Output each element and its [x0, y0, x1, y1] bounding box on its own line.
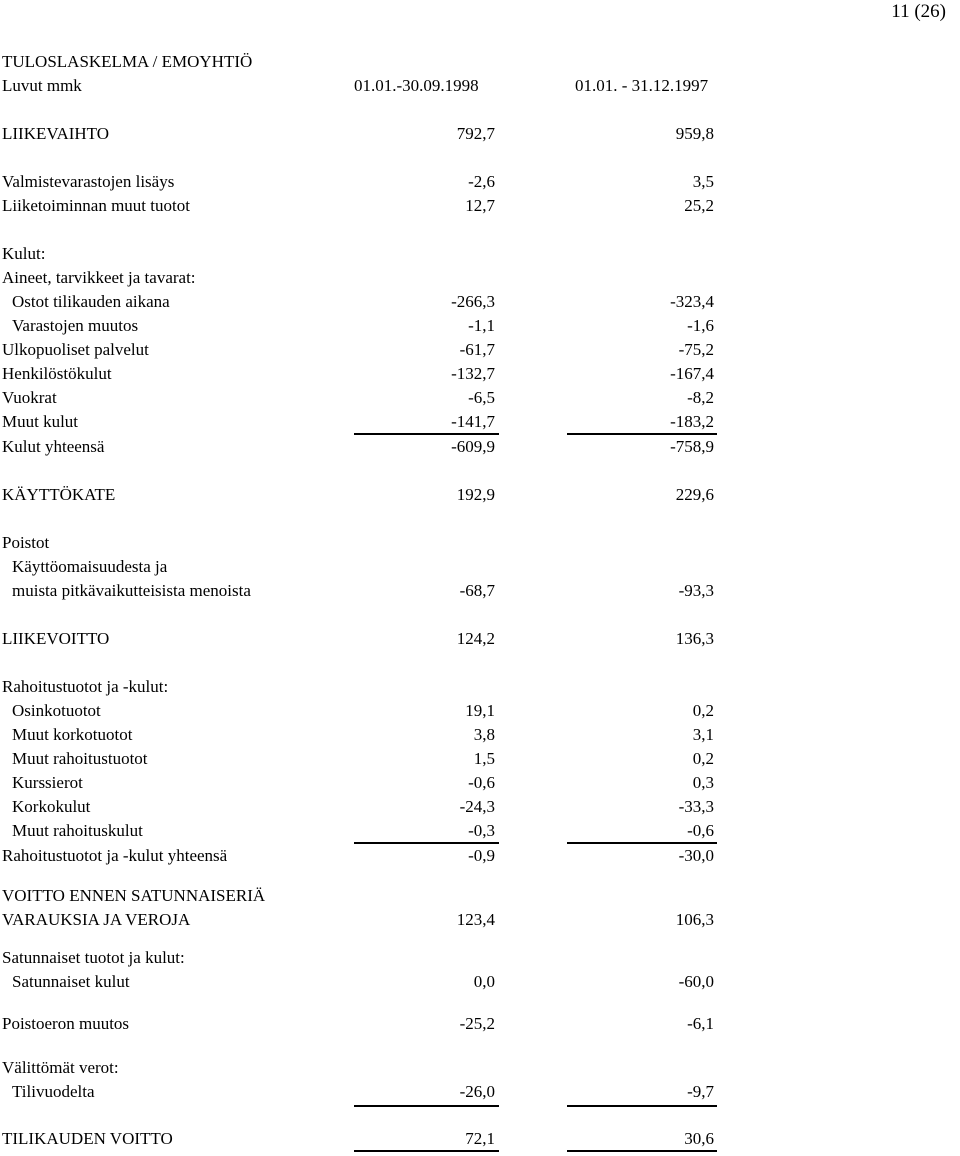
row-value-1998: -266,3 [451, 292, 495, 311]
row-label-liikevaihto: LIIKEVAIHTO [2, 124, 110, 143]
row-label-kayttokate: KÄYTTÖKATE [2, 485, 116, 504]
row-label-liikevoitto: LIIKEVOITTO [2, 629, 110, 648]
subtotal-rule [354, 1105, 499, 1107]
row-value-1997: 136,3 [675, 629, 714, 648]
row-value-1998: 124,2 [456, 629, 495, 648]
row-value-1998: -141,7 [451, 412, 495, 431]
row-label-kurssierot: Kurssierot [12, 773, 83, 792]
subtotal-rule [567, 1105, 717, 1107]
section-heading-rahoitus: Rahoitustuotot ja -kulut: [2, 677, 169, 696]
row-value-1997: 30,6 [684, 1129, 714, 1148]
row-value-1998: -132,7 [451, 364, 495, 383]
row-value-1997: -93,3 [678, 581, 714, 600]
row-value-1998: -1,1 [468, 316, 495, 335]
row-value-1998: -68,7 [459, 581, 495, 600]
row-value-1998: 19,1 [465, 701, 495, 720]
section-heading-aineet: Aineet, tarvikkeet ja tavarat: [2, 268, 196, 287]
row-value-1998: -6,5 [468, 388, 495, 407]
section-heading-verot: Välittömät verot: [2, 1058, 119, 1077]
row-label-kayttoomaisuudesta: Käyttöomaisuudesta ja [12, 557, 168, 576]
row-value-1998: 0,0 [473, 972, 495, 991]
row-label-muut-tuotot: Liiketoiminnan muut tuotot [2, 196, 190, 215]
row-label-korkokulut: Korkokulut [12, 797, 91, 816]
row-value-1997: -75,2 [678, 340, 714, 359]
row-value-1997: 959,8 [675, 124, 714, 143]
row-value-1998: 1,5 [473, 749, 495, 768]
row-label-henkilostokulut: Henkilöstökulut [2, 364, 112, 383]
row-value-1998: -0,3 [468, 821, 495, 840]
row-label-rahoitus-yhteensa: Rahoitustuotot ja -kulut yhteensä [2, 846, 228, 865]
subtotal-rule [354, 842, 499, 844]
row-value-1998: 3,8 [473, 725, 495, 744]
total-rule [567, 1150, 717, 1152]
row-value-1998: 192,9 [456, 485, 495, 504]
statement-title: TULOSLASKELMA / EMOYHTIÖ [2, 52, 253, 71]
subtotal-rule [354, 433, 499, 435]
period1-header: 01.01.-30.09.1998 [354, 76, 479, 95]
row-label-ostot: Ostot tilikauden aikana [12, 292, 170, 311]
row-label-voitto-ennen-line2: VARAUKSIA JA VEROJA [2, 910, 191, 929]
row-value-1997: 25,2 [684, 196, 714, 215]
row-value-1997: 229,6 [675, 485, 714, 504]
row-value-1998: -61,7 [459, 340, 495, 359]
row-label-voitto-ennen-line1: VOITTO ENNEN SATUNNAISERIÄ [2, 886, 266, 905]
section-heading-kulut: Kulut: [2, 244, 46, 263]
row-label-korkotuotot: Muut korkotuotot [12, 725, 133, 744]
row-label-vuokrat: Vuokrat [2, 388, 57, 407]
row-value-1997: -323,4 [670, 292, 714, 311]
units-label: Luvut mmk [2, 76, 82, 95]
row-label-poistoero: Poistoeron muutos [2, 1014, 130, 1033]
row-label-muut-kulut: Muut kulut [2, 412, 79, 431]
row-label-pitkavaikutteisista: muista pitkävaikutteisista menoista [12, 581, 251, 600]
subtotal-rule [567, 842, 717, 844]
row-value-1997: 0,3 [692, 773, 714, 792]
row-label-satunnaiset-kulut: Satunnaiset kulut [12, 972, 130, 991]
row-value-1998: -2,6 [468, 172, 495, 191]
row-value-1997: -33,3 [678, 797, 714, 816]
row-value-1998: -26,0 [459, 1082, 495, 1101]
row-value-1997: -60,0 [678, 972, 714, 991]
row-value-1998: -24,3 [459, 797, 495, 816]
row-value-1997: -8,2 [687, 388, 714, 407]
section-heading-poistot: Poistot [2, 533, 50, 552]
row-value-1998: 72,1 [465, 1129, 495, 1148]
row-label-valmistevarastojen: Valmistevarastojen lisäys [2, 172, 175, 191]
row-value-1997: -0,6 [687, 821, 714, 840]
row-value-1997: -30,0 [678, 846, 714, 865]
row-value-1997: -183,2 [670, 412, 714, 431]
row-value-1998: -609,9 [451, 437, 495, 456]
row-value-1997: -6,1 [687, 1014, 714, 1033]
row-value-1997: 3,5 [692, 172, 714, 191]
row-label-muut-rahoitustuotot: Muut rahoitustuotot [12, 749, 148, 768]
row-value-1998: -0,6 [468, 773, 495, 792]
row-label-varastojen-muutos: Varastojen muutos [12, 316, 139, 335]
row-value-1997: 3,1 [692, 725, 714, 744]
section-heading-satunnaiset: Satunnaiset tuotot ja kulut: [2, 948, 185, 967]
page-number: 11 (26) [891, 1, 946, 22]
total-rule [354, 1150, 499, 1152]
row-value-1998: 12,7 [465, 196, 495, 215]
row-value-1998: 792,7 [456, 124, 495, 143]
row-value-1997: 0,2 [692, 749, 714, 768]
row-value-1997: 0,2 [692, 701, 714, 720]
row-label-osinkotuotot: Osinkotuotot [12, 701, 101, 720]
row-label-muut-rahoituskulut: Muut rahoituskulut [12, 821, 143, 840]
subtotal-rule [567, 433, 717, 435]
row-value-1998: 123,4 [456, 910, 495, 929]
row-label-tilivuodelta: Tilivuodelta [12, 1082, 95, 1101]
row-value-1997: -167,4 [670, 364, 714, 383]
row-label-tilikauden-voitto: TILIKAUDEN VOITTO [2, 1129, 173, 1148]
row-value-1998: -25,2 [459, 1014, 495, 1033]
row-value-1997: 106,3 [675, 910, 714, 929]
row-value-1997: -9,7 [687, 1082, 714, 1101]
row-label-kulut-yhteensa: Kulut yhteensä [2, 437, 105, 456]
row-value-1998: -0,9 [468, 846, 495, 865]
row-label-ulkopuoliset: Ulkopuoliset palvelut [2, 340, 149, 359]
period2-header: 01.01. - 31.12.1997 [575, 76, 709, 95]
row-value-1997: -1,6 [687, 316, 714, 335]
row-value-1997: -758,9 [670, 437, 714, 456]
